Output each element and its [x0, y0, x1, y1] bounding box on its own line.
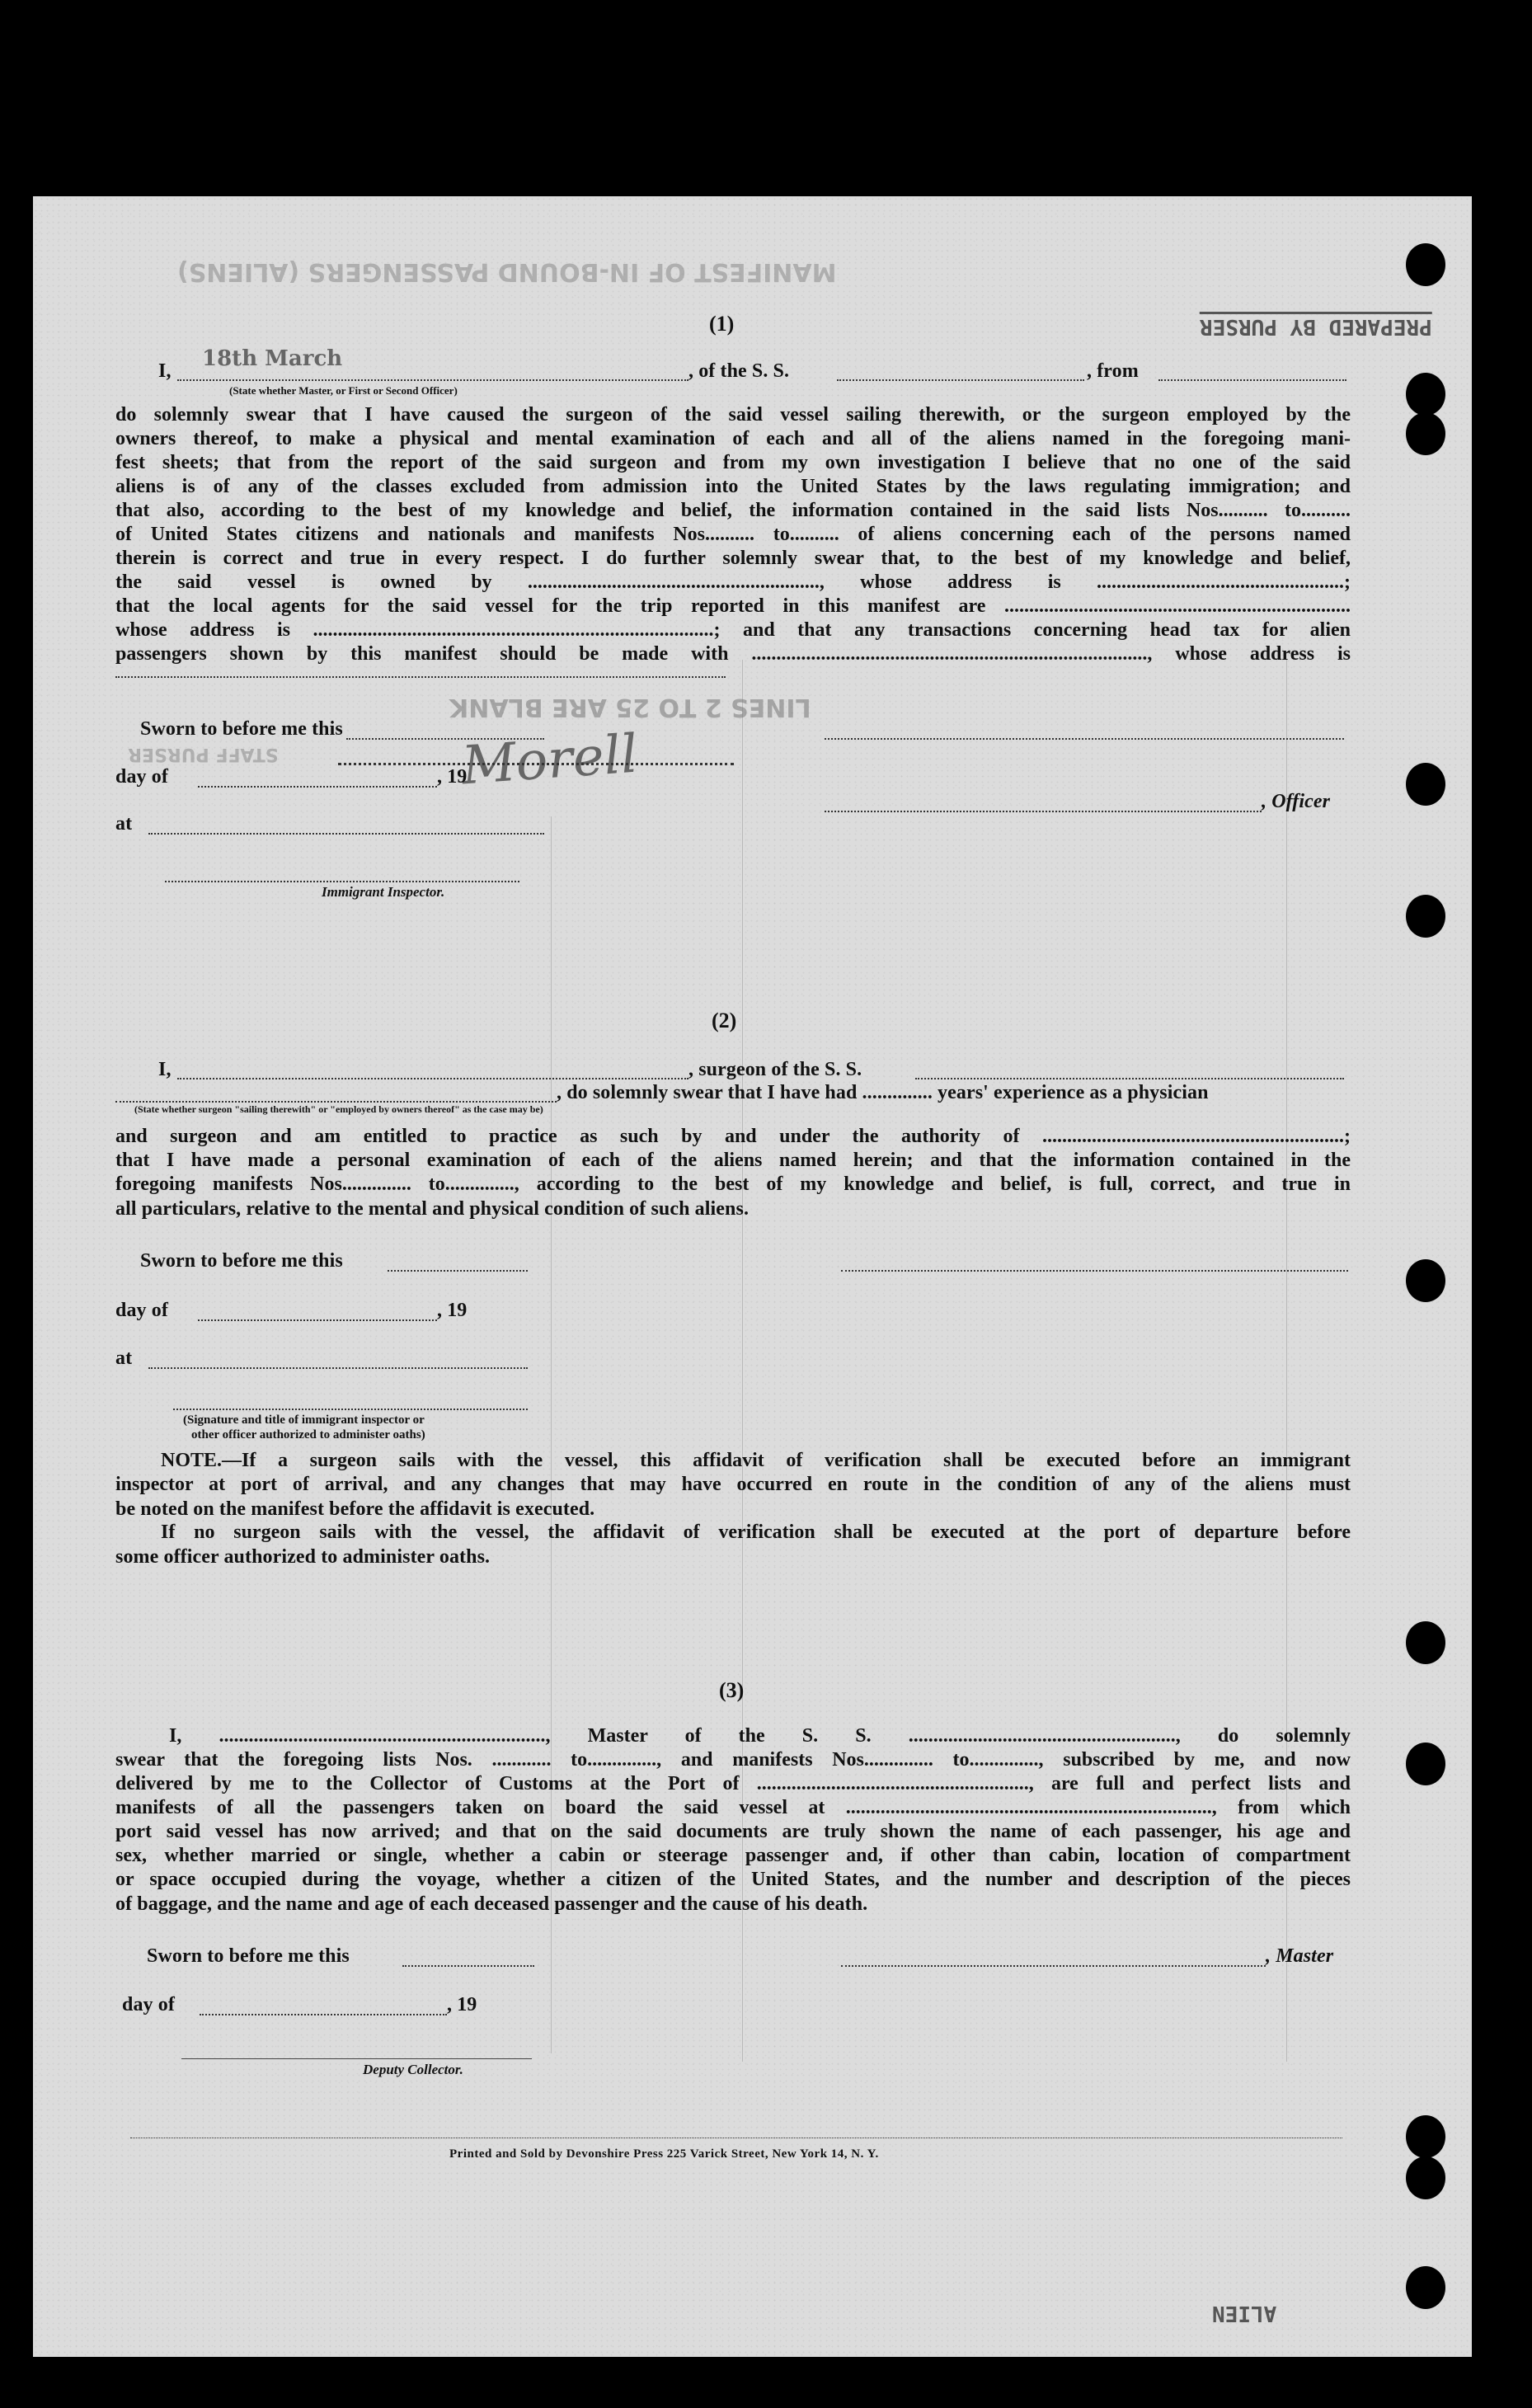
master-signature-field[interactable]: [841, 1965, 1266, 1967]
from-label: , from: [1087, 360, 1139, 382]
surgeon-type-field[interactable]: [115, 1101, 557, 1103]
at-label-1: at: [115, 813, 133, 835]
day-of-label-1: day of: [115, 766, 168, 788]
sworn-date-field-3[interactable]: [402, 1965, 534, 1967]
master-affidavit-line: sex, whether married or single, whether a cabin or steerage passenger and, if other than cabin, location of compartment: [115, 1845, 1351, 1866]
officer-signature-field[interactable]: [825, 738, 1344, 740]
officer-label: , Officer: [1262, 791, 1331, 812]
day-of-label-3: day of: [122, 1994, 175, 2015]
handwritten-signature: Morell: [459, 723, 640, 797]
inspector-signature-field-2[interactable]: [173, 1409, 528, 1410]
sworn-date-field-2[interactable]: [388, 1270, 528, 1272]
surgeon-name-field[interactable]: [177, 1078, 688, 1079]
inspector-caption: Immigrant Inspector.: [322, 884, 445, 900]
lines-blank-stamp: LINES 2 TO 25 ARE BLANK: [449, 693, 811, 722]
collector-caption: Deputy Collector.: [363, 2062, 463, 2077]
note-line: inspector at port of arrival, and any changes that may have occurred en route in the condition of any of the aliens must: [115, 1474, 1351, 1495]
of-the-ss-label: , of the S. S.: [688, 360, 790, 382]
punch-hole: [1406, 2115, 1445, 2158]
sworn-label-1: Sworn to before me this: [140, 718, 343, 740]
affidavit-line: that also, according to the best of my knowledge and belief, the information contained in the said lists Nos.......... to..........: [115, 500, 1351, 521]
surgeon-affidavit-line: foregoing manifests Nos.............. to.............., according to the best of my knowledge and belief, is full, correct, and true in: [115, 1173, 1351, 1195]
punch-hole: [1406, 373, 1445, 416]
year-label-3: , 19: [447, 1994, 477, 2015]
officer-title-caption: (State whether Master, or First or Second Officer): [229, 384, 458, 397]
punch-hole: [1406, 2266, 1445, 2309]
signature-dots: [338, 763, 734, 765]
section-1-number: (1): [709, 312, 735, 336]
corner-stamp: ALIEN: [1212, 2301, 1277, 2326]
affidavit-line: do solemnly swear that I have caused the surgeon of the said vessel sailing therewith, or the surgeon employed by the: [115, 404, 1351, 426]
note-line: some officer authorized to administer oaths.: [115, 1546, 491, 1568]
at-field-1[interactable]: [148, 833, 544, 835]
handwritten-date: 18th March: [202, 346, 343, 371]
punch-hole: [1406, 895, 1445, 938]
surgeon-affidavit-line: and surgeon and am entitled to practice as such by and under the authority of .............................................................;: [115, 1126, 1351, 1147]
section-3-number: (3): [719, 1678, 745, 1702]
surgeon-type-caption: (State whether surgeon "sailing therewith" or "employed by owners thereof" as the case may be): [134, 1103, 543, 1115]
master-label: , Master: [1266, 1945, 1334, 1967]
signature-caption-2: other officer authorized to administer oaths): [191, 1428, 425, 1442]
punch-hole: [1406, 243, 1445, 286]
surgeon-signature-field[interactable]: [841, 1270, 1348, 1272]
day-of-label-2: day of: [115, 1300, 168, 1321]
note-line: NOTE.—If a surgeon sails with the vessel, this affidavit of verification shall be executed before an immigrant: [161, 1450, 1351, 1471]
punch-hole: [1406, 1743, 1445, 1785]
master-affidavit-line: I, .................................................................., Master of the S. S. ......................................................, do solemnly: [169, 1725, 1351, 1747]
punch-hole: [1406, 763, 1445, 806]
at-label-2: at: [115, 1347, 133, 1369]
manifest-header-stamp: MANIFEST OF IN-BOUND PASSENGERS (ALIENS): [177, 257, 837, 286]
rule: [115, 676, 726, 678]
staff-purser-stamp: STAFF PURSER: [128, 744, 279, 764]
at-field-2[interactable]: [148, 1367, 528, 1369]
prepared-by-purser-stamp: PREPARED BY PURSER: [1200, 312, 1432, 339]
year-label-1: , 19: [437, 766, 468, 788]
printer-credit: Printed and Sold by Devonshire Press 225 Varick Street, New York 14, N. Y.: [449, 2147, 879, 2161]
day-of-field-3[interactable]: [200, 2014, 447, 2015]
master-affidavit-line: manifests of all the passengers taken on board the said vessel at .........................................................................., from which: [115, 1797, 1351, 1818]
punch-hole: [1406, 1259, 1445, 1302]
column-rule: [551, 816, 552, 2053]
surgeon-years-line: , do solemnly swear that I have had .............. years' experience as a physician: [557, 1082, 1209, 1103]
affidavit-line: whose address is .................................................................................; and that any transactions concerning head tax for alien: [115, 619, 1351, 641]
section-2-i: I,: [158, 1059, 172, 1080]
surgeon-affidavit-line: that I have made a personal examination of each of the aliens named herein; and that the information contained in the: [115, 1150, 1351, 1171]
affidavit-line: of United States citizens and nationals and manifests Nos.......... to.......... of aliens concerning each of the persons named: [115, 524, 1351, 545]
section-1-i: I,: [158, 360, 172, 382]
affidavit-line: therein is correct and true in every respect. I do further solemnly swear that, to the best of my knowledge and belief,: [115, 548, 1351, 569]
affidavit-line: that the local agents for the said vessel for the trip reported in this manifest are ......................................................................: [115, 595, 1351, 617]
surgeon-of-ss-label: , surgeon of the S. S.: [688, 1059, 862, 1080]
officer-name-field[interactable]: [825, 811, 1262, 812]
day-of-field-1[interactable]: [198, 786, 437, 788]
punch-hole: [1406, 2156, 1445, 2199]
collector-signature-field[interactable]: [181, 2058, 532, 2059]
master-affidavit-line: port said vessel has now arrived; and that on the said documents are truly shown the name of each passenger, his age and: [115, 1821, 1351, 1842]
punch-hole: [1406, 1621, 1445, 1664]
master-affidavit-line: of baggage, and the name and age of each deceased passenger and the cause of his death.: [115, 1893, 868, 1915]
sworn-label-2: Sworn to before me this: [140, 1250, 343, 1272]
inspector-signature-field[interactable]: [165, 881, 519, 882]
affidavit-line: passengers shown by this manifest should be made with ................................................................................, whose address is: [115, 643, 1351, 665]
master-affidavit-line: swear that the foregoing lists Nos. ............ to.............., and manifests Nos.............. to.............., subscribed by me, and now: [115, 1749, 1351, 1771]
day-of-field-2[interactable]: [198, 1319, 437, 1321]
year-label-2: , 19: [437, 1300, 468, 1321]
affidavit-line: owners thereof, to make a physical and mental examination of each and all of the aliens named in the foregoing mani-: [115, 428, 1351, 449]
sworn-label-3: Sworn to before me this: [147, 1945, 350, 1967]
officer-title-field[interactable]: [177, 379, 688, 381]
note-line: be noted on the manifest before the affidavit is executed.: [115, 1498, 595, 1520]
master-affidavit-line: or space occupied during the voyage, whether a citizen of the United States, and the number and description of the pieces: [115, 1869, 1351, 1890]
signature-caption-1: (Signature and title of immigrant inspector or: [183, 1413, 425, 1427]
note-line: If no surgeon sails with the vessel, the affidavit of verification shall be executed at the port of departure before: [161, 1521, 1351, 1543]
surgeon-vessel-field[interactable]: [915, 1078, 1344, 1079]
affidavit-line: aliens is of any of the classes excluded from admission into the United States by the laws regulating immigration; and: [115, 476, 1351, 497]
vessel-name-field[interactable]: [837, 379, 1084, 381]
master-affidavit-line: delivered by me to the Collector of Customs at the Port of ......................................................., are full and perfect lists and: [115, 1773, 1351, 1794]
affidavit-line: fest sheets; that from the report of the said surgeon and from my own investigation I believe that no one of the said: [115, 452, 1351, 473]
affidavit-line: the said vessel is owned by ..........................................................., whose address is ..................................................;: [115, 571, 1351, 593]
from-port-field[interactable]: [1158, 379, 1346, 381]
surgeon-affidavit-line: all particulars, relative to the mental and physical condition of such aliens.: [115, 1198, 750, 1220]
section-2-number: (2): [712, 1009, 737, 1032]
punch-hole: [1406, 412, 1445, 455]
